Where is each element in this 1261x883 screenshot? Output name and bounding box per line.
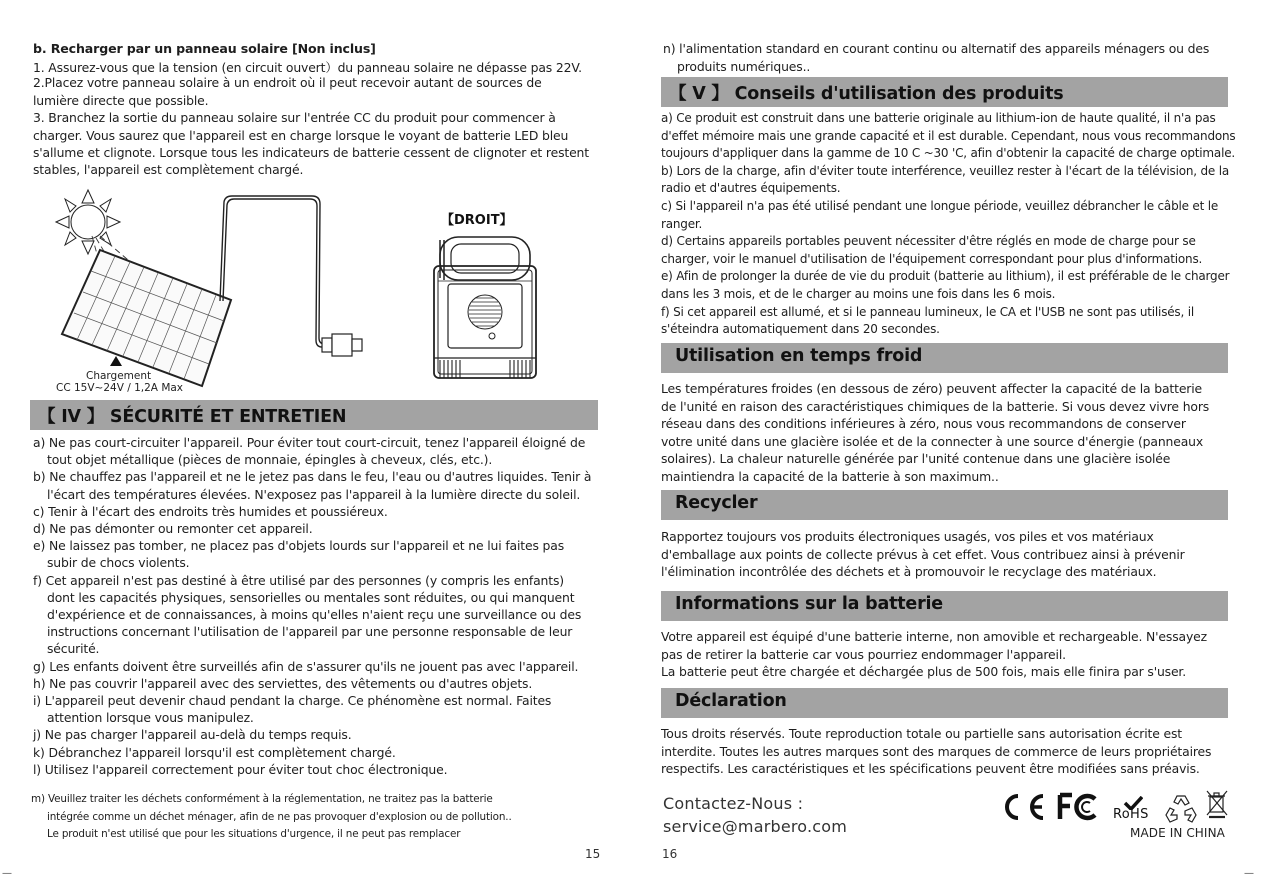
- list-line: dans les 3 mois, et de le charger au moins une fois dans les 6 mois.: [661, 287, 1056, 301]
- corner-mark-left: —: [2, 868, 12, 879]
- contact-email: service@marbero.com: [663, 817, 848, 836]
- power-station-icon: [434, 237, 536, 378]
- text-line: votre unité dans une glacière isolée et de la connecter à une source d'énergie (panneaux: [661, 433, 1204, 449]
- text-line: n) l'alimentation standard en courant continu ou alternatif des appareils ménagers ou des: [663, 41, 1210, 56]
- text-line: respectifs. Les caractéristiques et les spécifications peuvent être modifiées sans préavis.: [661, 761, 1200, 777]
- list-line: toujours d'appliquer dans la gamme de 10 C ~30 'C, afin d'obtenir la capacité de charge optimale.: [661, 146, 1236, 161]
- text-line: Rapportez toujours vos produits électroniques usagés, vos piles et vos matériaux: [661, 529, 1154, 544]
- made-in-label: MADE IN CHINA: [1130, 826, 1225, 840]
- text-line: interdite. Toutes les autres marques sont des marques de commerce de leurs propriétaires: [661, 743, 1212, 759]
- list-line: ranger.: [661, 216, 703, 231]
- text-line: réseau dans des conditions inférieures à zéro, nous vous recommandons de conserver: [661, 416, 1186, 432]
- list-line: c) Tenir à l'écart des endroits très humides et poussiéreux.: [33, 503, 388, 519]
- text-line: lumière directe que possible.: [33, 92, 209, 108]
- list-line: j) Ne pas charger l'appareil au-delà du temps requis.: [33, 727, 352, 743]
- text-line: Tous droits réservés. Toute reproduction totale ou partielle sans autorisation écrite est: [661, 726, 1182, 741]
- charge-spec-label: CC 15V~24V / 1,2A Max: [56, 382, 184, 394]
- recycle-title: Recycler: [675, 493, 758, 513]
- list-line: b) Ne chauffez pas l'appareil et ne le jetez pas dans le feu, l'eau ou d'autres liquides. Tenir à: [33, 469, 592, 485]
- section-v-title: 【 V 】 Conseils d'utilisation des produits: [669, 84, 1064, 104]
- list-line: d'expérience et de connaissances, à moins qu'elles n'aient reçu une surveillance ou des: [47, 607, 582, 622]
- list-line: charger, voir le manuel d'utilisation de l'équipement correspondant pour plus d'informations.: [661, 251, 1203, 266]
- corner-mark-right: —: [1244, 868, 1254, 879]
- list-line: a) Ne pas court-circuiter l'appareil. Pour éviter tout court-circuit, tenez l'appareil éloigné de: [33, 435, 586, 450]
- text-line: 2.Placez votre panneau solaire à un endroit où il peut recevoir autant de sources de: [33, 75, 542, 91]
- declaration-header: [661, 688, 1228, 718]
- list-line: d) Certains appareils portables peuvent nécessiter d'être réglés en mode de charge pour se: [661, 234, 1196, 249]
- list-line: f) Cet appareil n'est pas destiné à être utilisé par des personnes (y compris les enfants): [33, 572, 564, 588]
- charging-title: b. Recharger par un panneau solaire [Non inclus]: [33, 41, 376, 56]
- text-line: Les températures froides (en dessous de zéro) peuvent affecter la capacité de la batterie: [661, 381, 1203, 396]
- dc-plug-icon: [322, 334, 362, 356]
- list-line: instructions concernant l'utilisation de l'appareil par une personne responsable de leur: [47, 624, 573, 640]
- droit-label: 【DROIT】: [441, 213, 513, 228]
- list-line: s'éteindra automatiquement dans 20 secondes.: [661, 322, 940, 337]
- text-line: charger. Vous saurez que l'appareil est en charge lorsque le voyant de batterie LED bleu: [33, 127, 569, 143]
- text-line: s'allume et clignote. Lorsque tous les indicateurs de batterie cessent de clignoter et restent: [33, 145, 589, 160]
- recycle-header: [661, 490, 1228, 520]
- weee-bin-icon: [1206, 790, 1228, 820]
- list-line: d) Ne pas démonter ou remonter cet appareil.: [33, 521, 313, 536]
- text-line: 1. Assurez-vous que la tension (en circuit ouvert）du panneau solaire ne dépasse pas 22V.: [33, 60, 582, 75]
- fc-mark-icon: [1057, 792, 1099, 822]
- text-line: pas de retirer la batterie car vous pourriez endommager l'appareil.: [661, 646, 1066, 662]
- list-line: h) Ne pas couvrir l'appareil avec des serviettes, des vêtements ou d'autres objets.: [33, 675, 533, 691]
- text-line: Votre appareil est équipé d'une batterie interne, non amovible et rechargeable. N'essayez: [661, 629, 1207, 644]
- charge-label: Chargement: [86, 370, 152, 382]
- rohs-mark: [1113, 796, 1155, 824]
- page-number-left: 15: [585, 847, 601, 861]
- list-line: a) Ce produit est construit dans une batterie originale au lithium-ion de haute qualité, il n'a pas: [661, 111, 1216, 125]
- text-line: d'emballage aux points de collecte prévus à cet effet. Vous contribuez ainsi à prévenir: [661, 546, 1185, 562]
- cold-title: Utilisation en temps froid: [675, 346, 923, 366]
- ce-mark-icon: [998, 792, 1048, 822]
- section-iv-header: [30, 400, 598, 430]
- list-line: d'effet mémoire mais une grande capacité et il est durable. Cependant, nous vous recommandons: [661, 128, 1236, 143]
- right-page: [630, 0, 1261, 883]
- list-line: f) Si cet appareil est allumé, et si le panneau lumineux, le CA et l'USB ne sont pas utilisés, il: [661, 304, 1194, 319]
- list-line: e) Afin de prolonger la durée de vie du produit (batterie au lithium), il est préférable de le charger: [661, 269, 1230, 284]
- text-line: La batterie peut être chargée et déchargée plus de 500 fois, mais elle finira par s'user.: [661, 664, 1187, 680]
- contact-label: Contactez-Nous :: [663, 794, 804, 813]
- list-line: dont les capacités physiques, sensorielles ou mentales sont réduites, ou qui manquent: [47, 589, 575, 605]
- solar-charging-diagram: [40, 188, 560, 400]
- text-line: solaires). La chaleur naturelle générée par l'unité contenue dans une glacière isolée: [661, 451, 1171, 467]
- list-line: l) Utilisez l'appareil correctement pour éviter tout choc électronique.: [33, 761, 448, 777]
- text-line: produits numériques..: [677, 59, 811, 74]
- list-line: radio et d'autres équipements.: [661, 181, 841, 196]
- text-line: de l'unité en raison des caractéristiques chimiques de la batterie. Si vous devez vivre hors: [661, 398, 1210, 414]
- list-line: i) L'appareil peut devenir chaud pendant la charge. Ce phénomène est normal. Faites: [33, 693, 552, 708]
- battery-header: [661, 591, 1228, 621]
- section-iv-title: 【 IV 】 SÉCURITÉ ET ENTRETIEN: [38, 407, 347, 427]
- battery-title: Informations sur la batterie: [675, 594, 943, 614]
- arrow-up-icon: [110, 356, 122, 366]
- list-line: subir de chocs violents.: [47, 555, 190, 571]
- list-line: sécurité.: [47, 641, 100, 657]
- list-line: g) Les enfants doivent être surveillés afin de s'assurer qu'ils ne jouent pas avec l'appareil.: [33, 658, 579, 674]
- list-line: k) Débranchez l'appareil lorsqu'il est complètement chargé.: [33, 744, 396, 760]
- cold-header: [661, 343, 1228, 373]
- text-line: l'élimination incontrôlée des déchets et à promouvoir le recyclage des matériaux.: [661, 564, 1157, 580]
- recycle-icon: [1164, 791, 1198, 825]
- left-page: [0, 0, 630, 883]
- list-line: tout objet métallique (pièces de monnaie, épingles à cheveux, clés, etc.).: [47, 452, 493, 468]
- text-line: 3. Branchez la sortie du panneau solaire sur l'entrée CC du produit pour commencer à: [33, 110, 556, 126]
- text-line: stables, l'appareil est complètement chargé.: [33, 162, 304, 178]
- rohs-label: RoHS: [1113, 807, 1149, 822]
- list-line: m) Veuillez traiter les déchets conformément à la réglementation, ne traitez pas la batterie: [31, 793, 493, 805]
- solar-panel-icon: [62, 250, 231, 386]
- section-v-header: [661, 77, 1228, 107]
- page-number-right: 16: [662, 847, 678, 861]
- list-line: l'écart des températures élevées. N'exposez pas l'appareil à la lumière directe du soleil.: [47, 486, 581, 502]
- list-line: c) Si l'appareil n'a pas été utilisé pendant une longue période, veuillez débrancher le câble et le: [661, 199, 1219, 213]
- list-line: attention lorsque vous manipulez.: [47, 710, 254, 726]
- list-line: intégrée comme un déchet ménager, afin de ne pas provoquer d'explosion ou de pollution..: [47, 810, 512, 823]
- list-line: e) Ne laissez pas tomber, ne placez pas d'objets lourds sur l'appareil et ne lui faites pas: [33, 538, 565, 554]
- list-line: Le produit n'est utilisé que pour les situations d'urgence, il ne peut pas remplacer: [47, 828, 461, 840]
- list-line: b) Lors de la charge, afin d'éviter toute interférence, veuillez rester à l'écart de la télévision, de la: [661, 163, 1229, 178]
- text-line: maintiendra la capacité de la batterie à son maximum..: [661, 469, 999, 484]
- declaration-title: Déclaration: [675, 691, 787, 711]
